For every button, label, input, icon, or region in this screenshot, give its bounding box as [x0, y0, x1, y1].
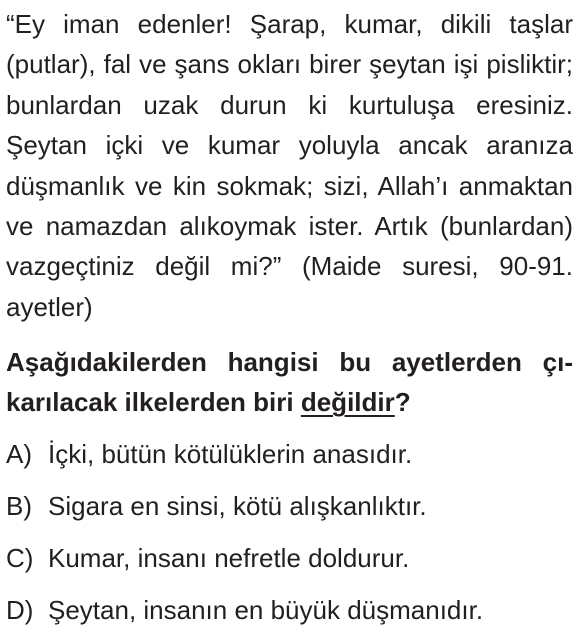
answer-option-b[interactable]	[6, 480, 573, 532]
answer-option-d[interactable]	[6, 584, 573, 636]
answer-option-a[interactable]	[6, 428, 573, 480]
option-text: İçki, bütün kötülüklerin anasıdır.	[48, 439, 413, 470]
answer-option-c[interactable]	[6, 532, 573, 584]
option-letter: A)	[6, 439, 32, 470]
answer-options	[6, 428, 573, 636]
question-mark: ?	[394, 387, 411, 418]
question-text: Aşağıdakilerden hangisi bu ayetlerden çıkarılacak ilkelerden biri	[6, 347, 573, 418]
option-letter: B)	[6, 491, 32, 522]
option-text: Şeytan, insanın en büyük düşmanıdır.	[48, 595, 484, 626]
option-text: Sigara en sinsi, kötü alışkanlıktır.	[48, 491, 427, 522]
option-letter: C)	[6, 543, 34, 574]
option-letter: D)	[6, 595, 34, 626]
option-text: Kumar, insanı nefretle doldurur.	[48, 543, 410, 574]
verse-passage: “Ey iman edenler! Şarap, kumar, dikili taşlar (putlar), fal ve şans okları birer şeytan işi pisliktir; bunlardan uzak durun ki kurtuluşa eresiniz. Şeytan içki ve kumar yoluyla ancak aranıza düşmanlık ve kin sokmak; sizi, Allah’ı anmaktan ve namazdan alıkoymak ister. Artık (bunlardan) vazgeçtiniz değil mi?” (Maide suresi, 90-91. ayetler)	[6, 9, 573, 322]
question-negation-emphasis: değildir	[300, 387, 395, 418]
question-stem	[6, 342, 573, 422]
